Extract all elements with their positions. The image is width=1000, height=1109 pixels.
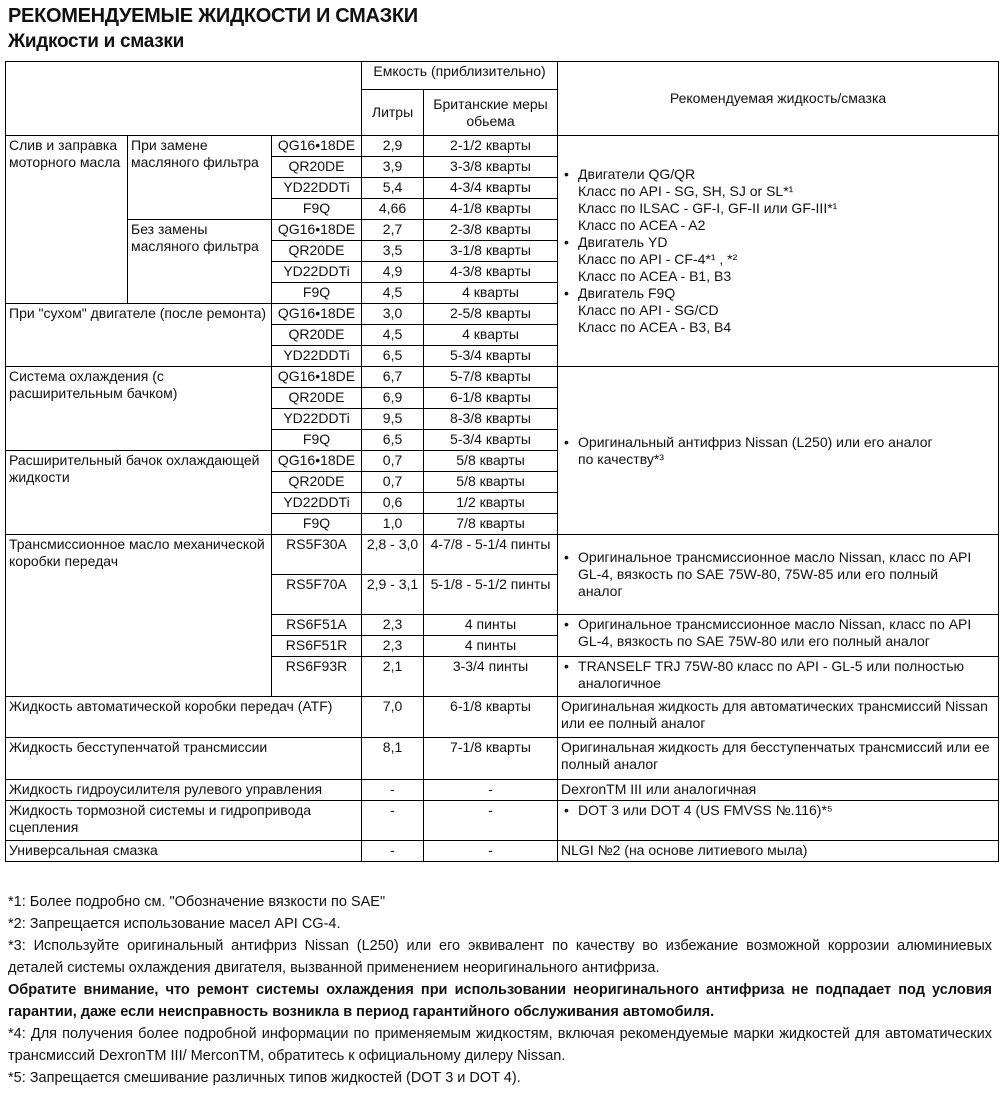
liters-cell: 2,3 <box>362 615 424 636</box>
cvt-label: Жидкость бесступенчатой трансмиссии <box>6 738 362 780</box>
liters-cell: 2,9 - 3,1 <box>362 575 424 615</box>
footnote-1: *1: Более подробно см. "Обозначение вязкости по SAE" <box>8 894 386 910</box>
rec-line: Класс по API - CF-4*¹ , *² <box>578 251 738 267</box>
rec-line: Класс по API - SG, SH, SJ or SL*¹ <box>578 183 794 199</box>
atf-label: Жидкость автоматической коробки передач (ATF) <box>6 697 362 738</box>
imperial-cell: - <box>424 841 558 862</box>
liters-cell: 3,0 <box>362 304 424 325</box>
engine-cell: YD22DDTi <box>272 409 362 430</box>
section-title: Жидкости и смазки <box>8 31 185 52</box>
table-row <box>6 367 999 388</box>
imperial-cell: 3-1/8 кварты <box>424 241 558 262</box>
table-row <box>6 535 999 575</box>
imperial-cell: 4 кварты <box>424 283 558 304</box>
header-blank <box>6 62 362 136</box>
liters-cell: 1,0 <box>362 514 424 535</box>
rec-line: • Двигатели QG/QR <box>564 166 995 183</box>
rec-line: Класс по ACEA - A2 <box>578 217 706 233</box>
liters-cell: 2,9 <box>362 136 424 157</box>
imperial-cell: 2-1/2 кварты <box>424 136 558 157</box>
engine-cell: YD22DDTi <box>272 262 362 283</box>
ps-recommendation: DexronTM III или аналогичная <box>558 780 999 801</box>
imperial-cell: 7-1/8 кварты <box>424 738 558 780</box>
footnotes <box>8 891 992 1089</box>
imperial-cell: - <box>424 780 558 801</box>
imperial-cell: 5-1/8 - 5-1/2 пинты <box>424 575 558 615</box>
imperial-cell: 4 кварты <box>424 325 558 346</box>
engine-cell: QR20DE <box>272 325 362 346</box>
oil-dry-label: При "сухом" двигателе (после ремонта) <box>6 304 272 367</box>
header-imperial: Британские меры обьема <box>424 90 558 136</box>
rec-line: по качеству*³ <box>578 450 664 467</box>
liters-cell: 2,8 - 3,0 <box>362 535 424 575</box>
imperial-cell: 4-3/4 кварты <box>424 178 558 199</box>
imperial-cell: 6-1/8 кварты <box>424 697 558 738</box>
engine-cell: QG16•18DE <box>272 136 362 157</box>
page-title: РЕКОМЕНДУЕМЫЕ ЖИДКОСТИ И СМАЗКИ <box>8 5 418 27</box>
fluids-table <box>5 61 999 862</box>
engine-cell: YD22DDTi <box>272 178 362 199</box>
table-row <box>6 738 999 780</box>
imperial-cell: 4-1/8 кварты <box>424 199 558 220</box>
liters-cell: 3,9 <box>362 157 424 178</box>
engine-cell: QG16•18DE <box>272 220 362 241</box>
brake-label: Жидкость тормозной системы и гидропривода сцепления <box>6 801 362 841</box>
liters-cell: 4,9 <box>362 262 424 283</box>
coolant-tank-label: Расширительный бачок охлаждающей жидкости <box>6 451 272 535</box>
engine-cell: QR20DE <box>272 388 362 409</box>
liters-cell: 0,6 <box>362 493 424 514</box>
liters-cell: 6,7 <box>362 367 424 388</box>
rec-line: аналог <box>578 583 623 599</box>
atf-recommendation: Оригинальная жидкость для автоматических трансмиссий Nissan или ее полный аналог <box>558 697 999 738</box>
engine-cell: QG16•18DE <box>272 367 362 388</box>
ps-label: Жидкость гидроусилителя рулевого управления <box>6 780 362 801</box>
liters-cell: - <box>362 801 424 841</box>
rec-line: GL-4, вязкость по SAE 75W-80, 75W-85 или его полный <box>578 566 939 582</box>
engine-cell: QG16•18DE <box>272 304 362 325</box>
imperial-cell: 2-5/8 кварты <box>424 304 558 325</box>
liters-cell: 2,1 <box>362 657 424 697</box>
rec-line: • TRANSELF TRJ 75W-80 класс по API - GL-5 или полностью <box>564 658 995 675</box>
header-recommended: Рекомендуемая жидкость/смазка <box>558 62 999 136</box>
liters-cell: 6,5 <box>362 346 424 367</box>
rec-line: • Оригинальное трансмиссионное масло Nissan, класс по API <box>564 616 995 633</box>
imperial-cell: 7/8 кварты <box>424 514 558 535</box>
imperial-cell: 2-3/8 кварты <box>424 220 558 241</box>
liters-cell: 2,7 <box>362 220 424 241</box>
engine-cell: QG16•18DE <box>272 451 362 472</box>
rec-line: • Оригинальное трансмиссионное масло Nissan, класс по API <box>564 549 995 566</box>
engine-cell: F9Q <box>272 199 362 220</box>
cooling-recommendation <box>558 367 999 535</box>
imperial-cell: 5-3/4 кварты <box>424 430 558 451</box>
table-row <box>6 136 999 157</box>
rec-line: аналогичное <box>578 675 661 691</box>
footnote-2: *2: Запрещается использование масел API CG-4. <box>8 916 341 932</box>
liters-cell: 0,7 <box>362 472 424 493</box>
liters-cell: 8,1 <box>362 738 424 780</box>
imperial-cell: 4 пинты <box>424 615 558 636</box>
manual-recommendation-3 <box>558 657 999 697</box>
liters-cell: 3,5 <box>362 241 424 262</box>
cooling-label: Система охлаждения (с расширительным бачком) <box>6 367 272 451</box>
rec-line: • DOT 3 или DOT 4 (US FMVSS №.116)*⁵ <box>564 802 995 819</box>
imperial-cell: 4-3/8 кварты <box>424 262 558 283</box>
liters-cell: 7,0 <box>362 697 424 738</box>
rec-line: • Двигатель YD <box>564 234 995 251</box>
model-cell: RS6F51A <box>272 615 362 636</box>
imperial-cell: 1/2 кварты <box>424 493 558 514</box>
engine-cell: F9Q <box>272 430 362 451</box>
table-row <box>6 801 999 841</box>
imperial-cell: - <box>424 801 558 841</box>
liters-cell: - <box>362 841 424 862</box>
engine-cell: QR20DE <box>272 157 362 178</box>
imperial-cell: 5-3/4 кварты <box>424 346 558 367</box>
liters-cell: 0,7 <box>362 451 424 472</box>
grease-recommendation: NLGI №2 (на основе литиевого мыла) <box>558 841 999 862</box>
imperial-cell: 6-1/8 кварты <box>424 388 558 409</box>
cvt-recommendation: Оригинальная жидкость для бесступенчатых трансмиссий или ее полный аналог <box>558 738 999 780</box>
oil-with-filter-label: При замене масляного фильтра <box>128 136 272 220</box>
rec-line: • Оригинальный антифриз Nissan (L250) или его аналог <box>564 434 995 451</box>
brake-recommendation <box>558 801 999 841</box>
grease-label: Универсальная смазка <box>6 841 362 862</box>
table-row <box>6 841 999 862</box>
imperial-cell: 4-7/8 - 5-1/4 пинты <box>424 535 558 575</box>
oil-without-filter-label: Без замены масляного фильтра <box>128 220 272 304</box>
engine-cell: YD22DDTi <box>272 346 362 367</box>
liters-cell: 4,5 <box>362 325 424 346</box>
engine-cell: QR20DE <box>272 472 362 493</box>
model-cell: RS5F70A <box>272 575 362 615</box>
engine-cell: F9Q <box>272 514 362 535</box>
table-row <box>6 697 999 738</box>
liters-cell: 9,5 <box>362 409 424 430</box>
model-cell: RS6F51R <box>272 636 362 657</box>
manual-trans-label: Трансмиссионное масло механической коробки передач <box>6 535 272 697</box>
warning-note: Обратите внимание, что ремонт системы охлаждения при использовании неоригинального антифриза не подпадает под условия гарантии, даже если неисправность возникла в период гарантийного обслуживания автомобиля. <box>8 982 992 1020</box>
table-header-row <box>6 62 999 90</box>
liters-cell: - <box>362 780 424 801</box>
liters-cell: 4,66 <box>362 199 424 220</box>
footnote-5: *5: Запрещается смешивание различных типов жидкостей (DOT 3 и DOT 4). <box>8 1070 521 1086</box>
liters-cell: 6,9 <box>362 388 424 409</box>
manual-recommendation-1 <box>558 535 999 615</box>
model-cell: RS5F30A <box>272 535 362 575</box>
rec-line: • Двигатель F9Q <box>564 285 995 302</box>
header-capacity: Емкость (приблизительно) <box>362 62 558 90</box>
table-row <box>6 780 999 801</box>
engine-cell: F9Q <box>272 283 362 304</box>
rec-line: Класс по ILSAC - GF-I, GF-II или GF-III*¹ <box>578 200 838 216</box>
footnote-3: *3: Используйте оригинальный антифриз Nissan (L250) или его эквивалент по качеству во избежание возможной коррозии алюминиевых деталей системы охлаждения двигателя, вызванной применением неоригинального антифриза. <box>8 938 992 976</box>
imperial-cell: 5-7/8 кварты <box>424 367 558 388</box>
footnote-4: *4: Для получения более подробной информации по применяемым жидкостям, включая рекомендуемые марки жидкостей для автоматических трансмиссий DexronTM III/ MerconTM, обратитесь к официальному дилеру Nissan. <box>8 1026 992 1064</box>
engine-cell: QR20DE <box>272 241 362 262</box>
manual-recommendation-2 <box>558 615 999 657</box>
imperial-cell: 4 пинты <box>424 636 558 657</box>
imperial-cell: 5/8 кварты <box>424 451 558 472</box>
liters-cell: 6,5 <box>362 430 424 451</box>
imperial-cell: 3-3/4 пинты <box>424 657 558 697</box>
header-liters: Литры <box>362 90 424 136</box>
imperial-cell: 8-3/8 кварты <box>424 409 558 430</box>
oil-recommendation <box>558 136 999 367</box>
model-cell: RS6F93R <box>272 657 362 697</box>
liters-cell: 4,5 <box>362 283 424 304</box>
imperial-cell: 3-3/8 кварты <box>424 157 558 178</box>
rec-line: Класс по API - SG/CD <box>578 302 719 318</box>
rec-line: GL-4, вязкость по SAE 75W-80 или его полный аналог <box>578 633 930 649</box>
engine-cell: YD22DDTi <box>272 493 362 514</box>
liters-cell: 2,3 <box>362 636 424 657</box>
rec-line: Класс по ACEA - B3, B4 <box>578 319 732 335</box>
oil-label: Слив и заправка моторного масла <box>6 136 128 304</box>
rec-line: Класс по ACEA - B1, B3 <box>578 268 732 284</box>
liters-cell: 5,4 <box>362 178 424 199</box>
imperial-cell: 5/8 кварты <box>424 472 558 493</box>
